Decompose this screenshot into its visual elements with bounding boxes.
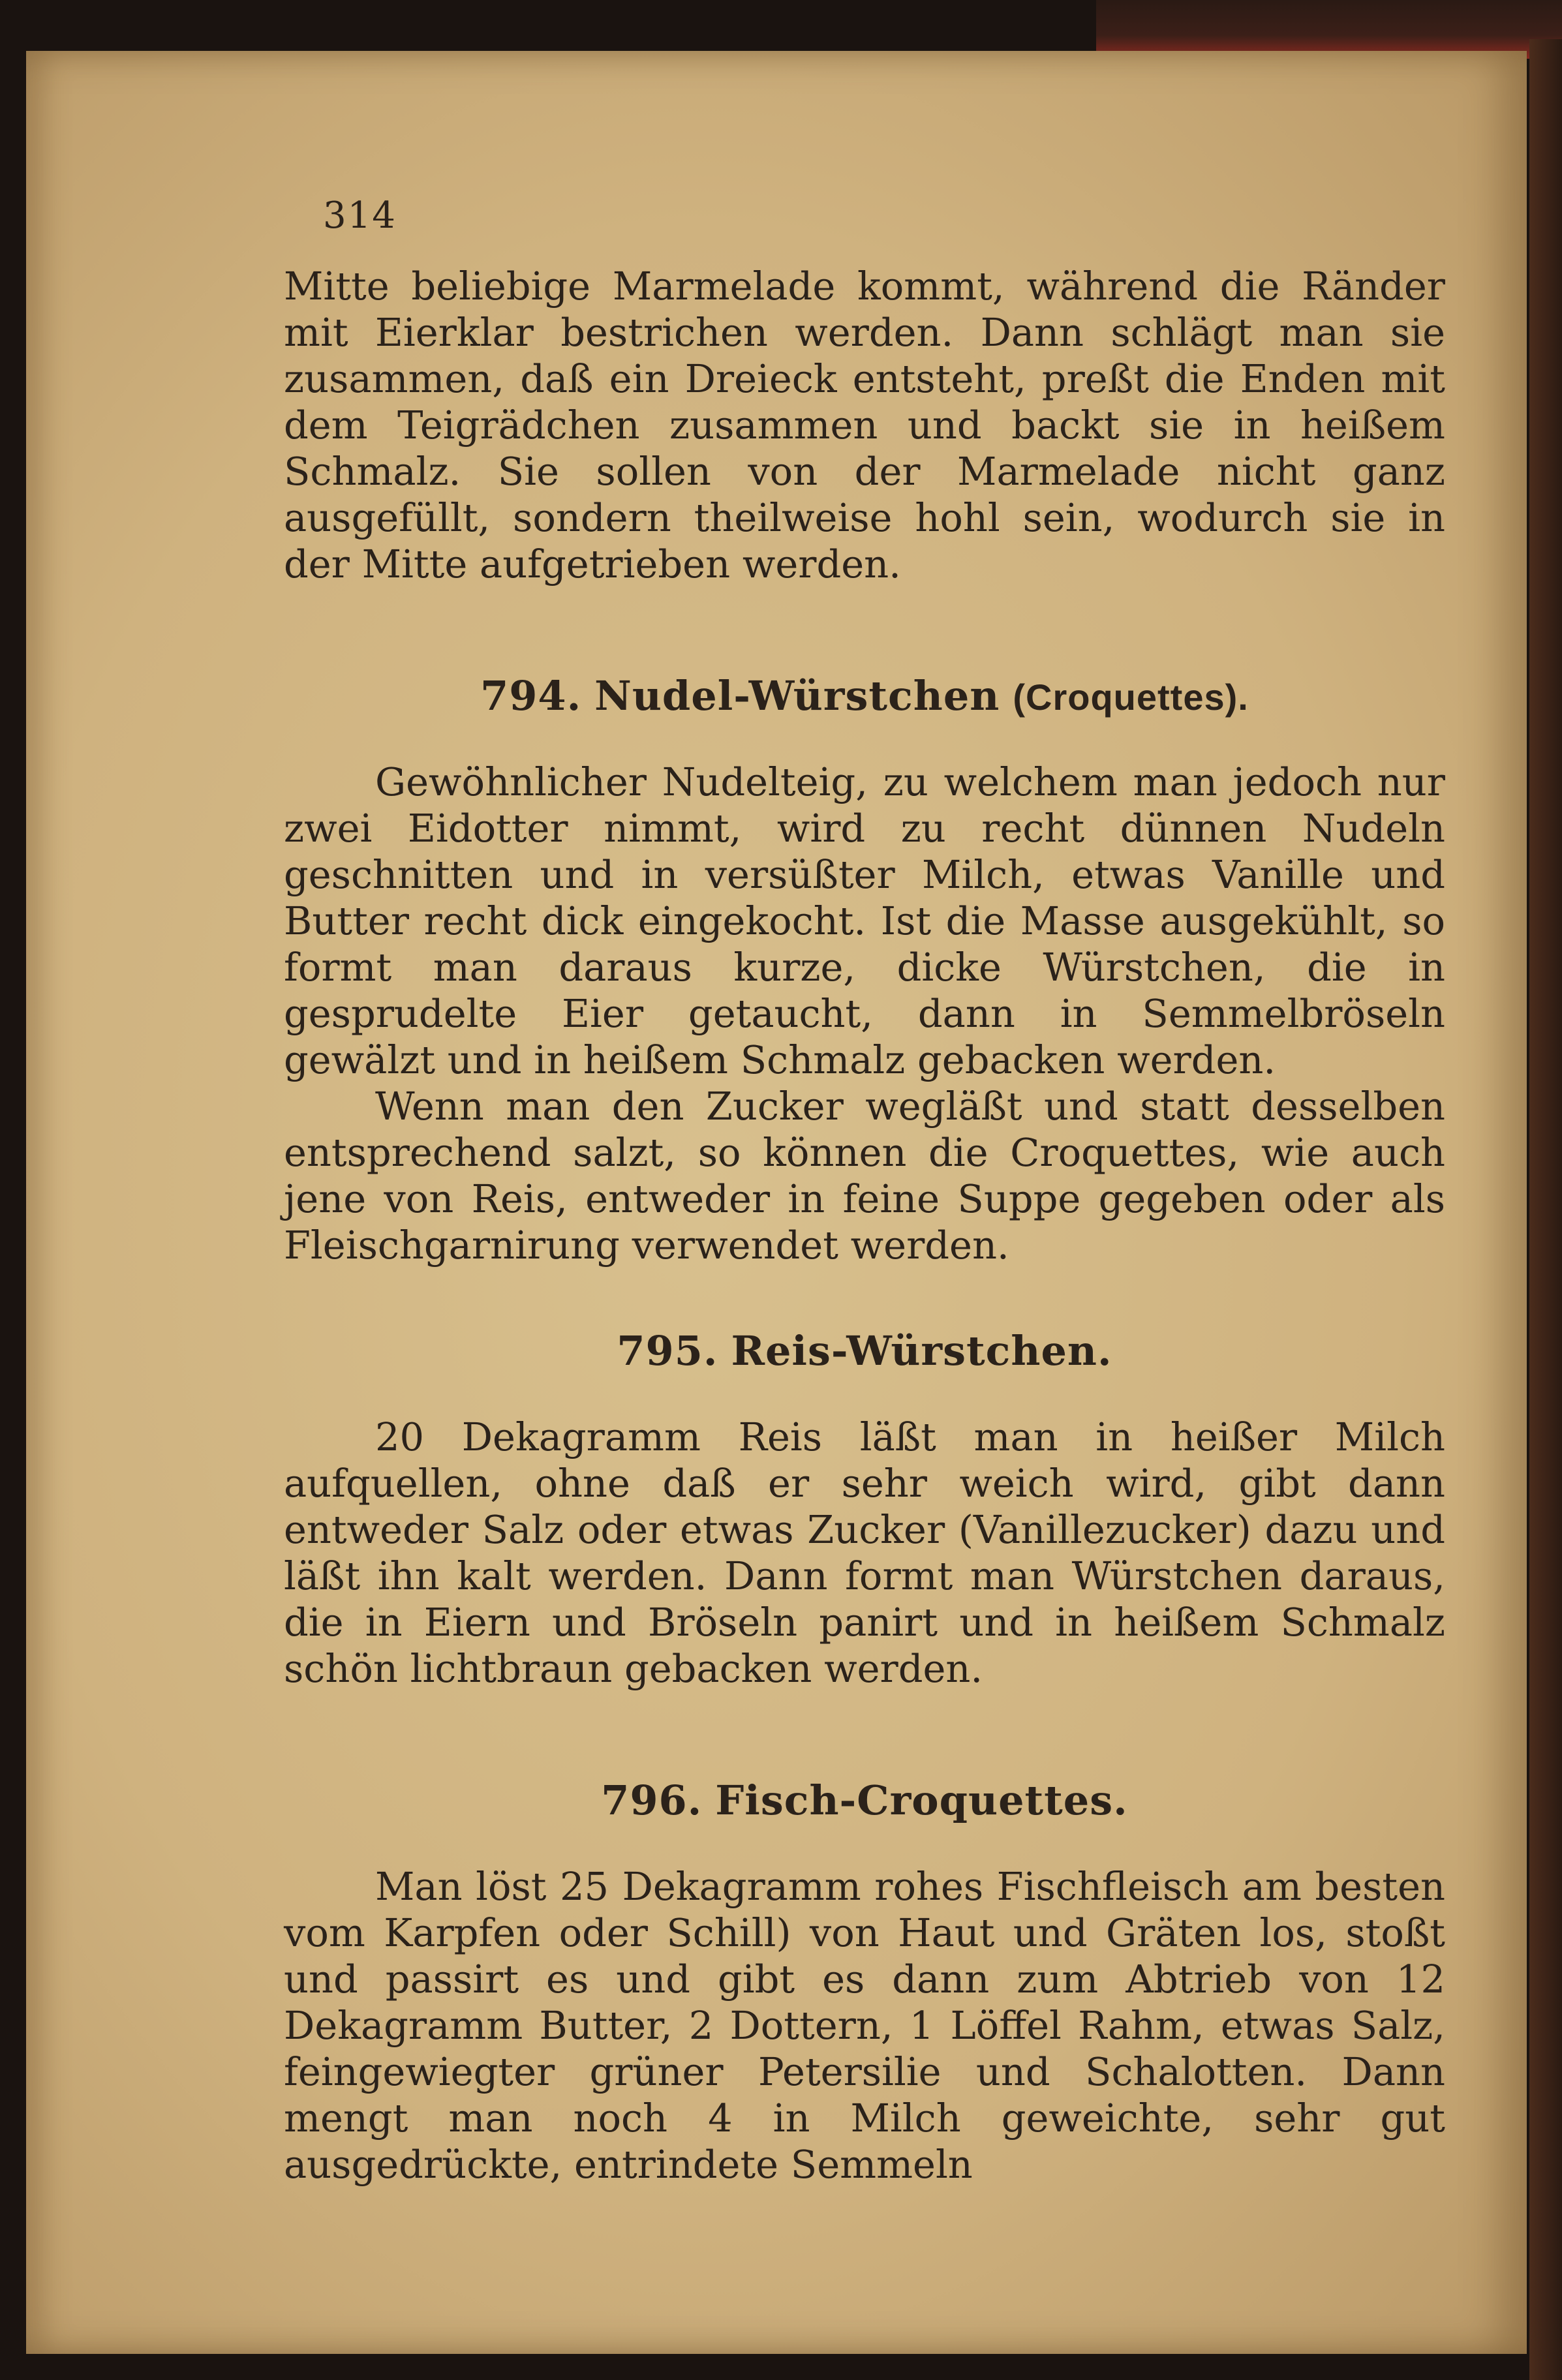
recipe-heading [284, 672, 1445, 720]
recipe-paragraph: Gewöhnlicher Nudelteig, zu welchem man jedoch nur zwei Eidotter nimmt, wird zu recht dünnen Nudeln geschnitten und in versüßter Milch, etwas Vanille und Butter recht dick eingekocht. Ist die Masse ausgekühlt, so formt man daraus kurze, dicke Würstchen, die in gesprudelte Eier getaucht, dann in Semmelbröseln gewälzt und in heißem Schmalz gebacken werden. [284, 759, 1445, 1082]
recipe-title: Fisch-Croquettes. [715, 1777, 1128, 1824]
recipe-number: 795. [617, 1327, 718, 1375]
recipe-heading [284, 1777, 1445, 1824]
recipe-number: 796. [601, 1777, 703, 1824]
recipe-paragraph: Man löst 25 Dekagramm rohes Fischfleisch am besten vom Karpfen oder Schill) von Haut und Gräten los, stoßt und passirt es und gibt es dann zum Abtrieb von 12 Dekagramm Butter, 2 Dottern, 1 Löffel Rahm, etwas Salz, feingewiegter grüner Petersilie und Schalotten. Dann mengt man noch 4 in Milch geweichte, sehr gut ausgedrückte, entrindete Semmeln [284, 1864, 1445, 2187]
recipe-796 [284, 1777, 1445, 2188]
book-spine-edge [1529, 39, 1562, 2380]
book-cover-edge [1096, 0, 1562, 59]
book-page [26, 51, 1527, 2354]
recipe-title: Reis-Würstchen. [731, 1327, 1112, 1375]
recipe-794 [284, 672, 1445, 1268]
recipe-paragraph: 20 Dekagramm Reis läßt man in heißer Milch aufquellen, ohne daß er sehr weich wird, gibt dann entweder Salz oder etwas Zucker (Vanillezucker) dazu und läßt ihn kalt werden. Dann formt man Würstchen daraus, die in Eiern und Bröseln panirt und in heißem Schmalz schön lichtbraun gebacken werden. [284, 1414, 1445, 1691]
recipe-795 [284, 1327, 1445, 1692]
page-number: 314 [323, 194, 397, 237]
recipe-title: Nudel-Würstchen [594, 672, 1000, 720]
page-content [284, 194, 1445, 2188]
intro-paragraph: Mitte beliebige Marmelade kommt, während die Ränder mit Eierklar bestrichen werden. Dann schlägt man sie zusammen, daß ein Dreieck entsteht, preßt die Enden mit dem Teigrädchen zusammen und backt sie in heißem Schmalz. Sie sollen von der Marmelade nicht ganz ausgefüllt, sondern theilweise hohl sein, wodurch sie in der Mitte aufgetrieben werden. [284, 264, 1445, 587]
recipe-subtitle: (Croquettes). [1013, 677, 1249, 718]
recipe-number: 794. [480, 672, 582, 720]
recipe-paragraph: Wenn man den Zucker wegläßt und statt desselben entsprechend salzt, so können die Croquettes, wie auch jene von Reis, entweder in feine Suppe gegeben oder als Fleischgarnirung verwendet werden. [284, 1084, 1445, 1268]
recipe-heading [284, 1327, 1445, 1375]
